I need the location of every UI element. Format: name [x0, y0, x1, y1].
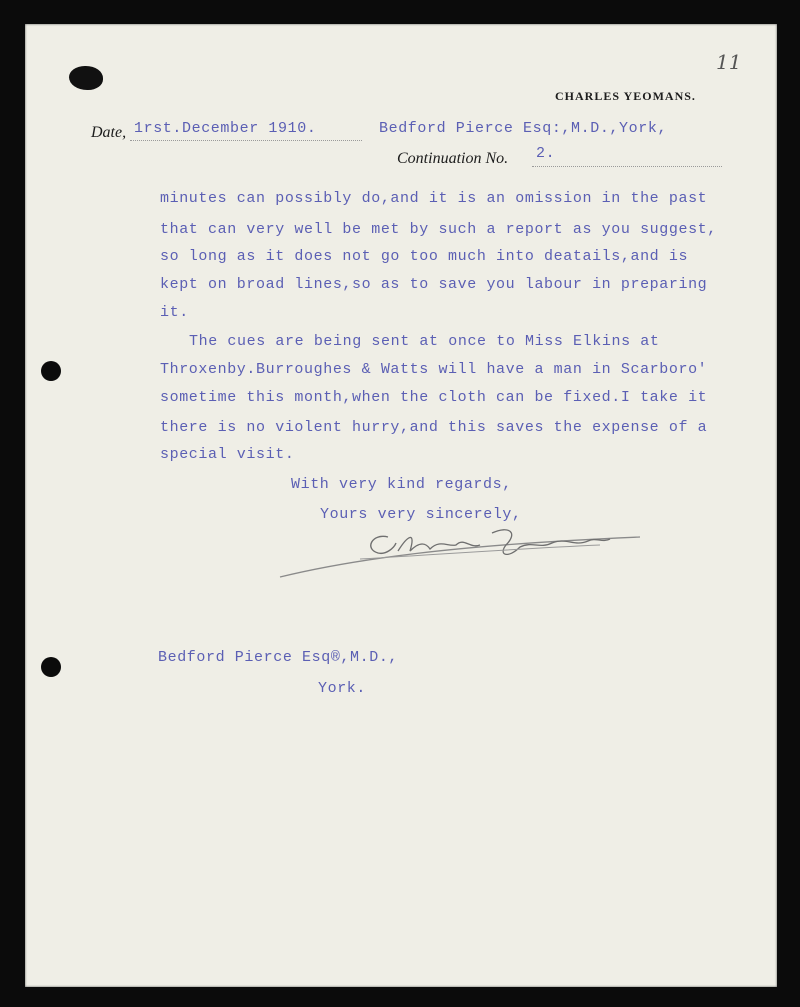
body-line: kept on broad lines,so as to save you labour in preparing: [160, 276, 708, 293]
closing-sign-off: Yours very sincerely,: [320, 506, 522, 523]
letterhead-sender: CHARLES YEOMANS.: [555, 89, 696, 103]
body-line: so long as it does not go too much into deatails,and is: [160, 248, 689, 265]
addressee-heading: Bedford Pierce Esq:,M.D.,York,: [379, 120, 668, 137]
body-line: minutes can possibly do,and it is an omission in the past: [160, 190, 708, 207]
continuation-rule: [532, 166, 722, 167]
continuation-label: Continuation No.: [397, 150, 509, 167]
punch-hole-bottom: [41, 657, 61, 677]
pencil-page-number: 11: [716, 50, 742, 74]
body-line: it.: [160, 304, 189, 321]
closing-regards: With very kind regards,: [291, 476, 512, 493]
body-line: that can very well be met by such a report as you suggest,: [160, 221, 717, 238]
body-line: there is no violent hurry,and this saves the expense of a: [160, 419, 708, 436]
address-line-2: York.: [318, 680, 367, 697]
date-value: 1rst.December 1910.: [134, 120, 317, 137]
address-line-1: Bedford Pierce Esq®,M.D.,: [158, 649, 399, 666]
date-label: Date,: [91, 124, 127, 141]
date-rule: [130, 140, 362, 141]
handwritten-signature: [270, 515, 650, 590]
body-line: Throxenby.Burroughes & Watts will have a man in Scarboro': [160, 361, 708, 378]
body-line: special visit.: [160, 446, 295, 463]
punch-hole-top: [41, 361, 61, 381]
continuation-number: 2.: [536, 145, 556, 162]
body-line: The cues are being sent at once to Miss Elkins at: [189, 333, 660, 350]
body-line: sometime this month,when the cloth can be fixed.I take it: [160, 389, 708, 406]
ink-blot: [69, 66, 103, 90]
